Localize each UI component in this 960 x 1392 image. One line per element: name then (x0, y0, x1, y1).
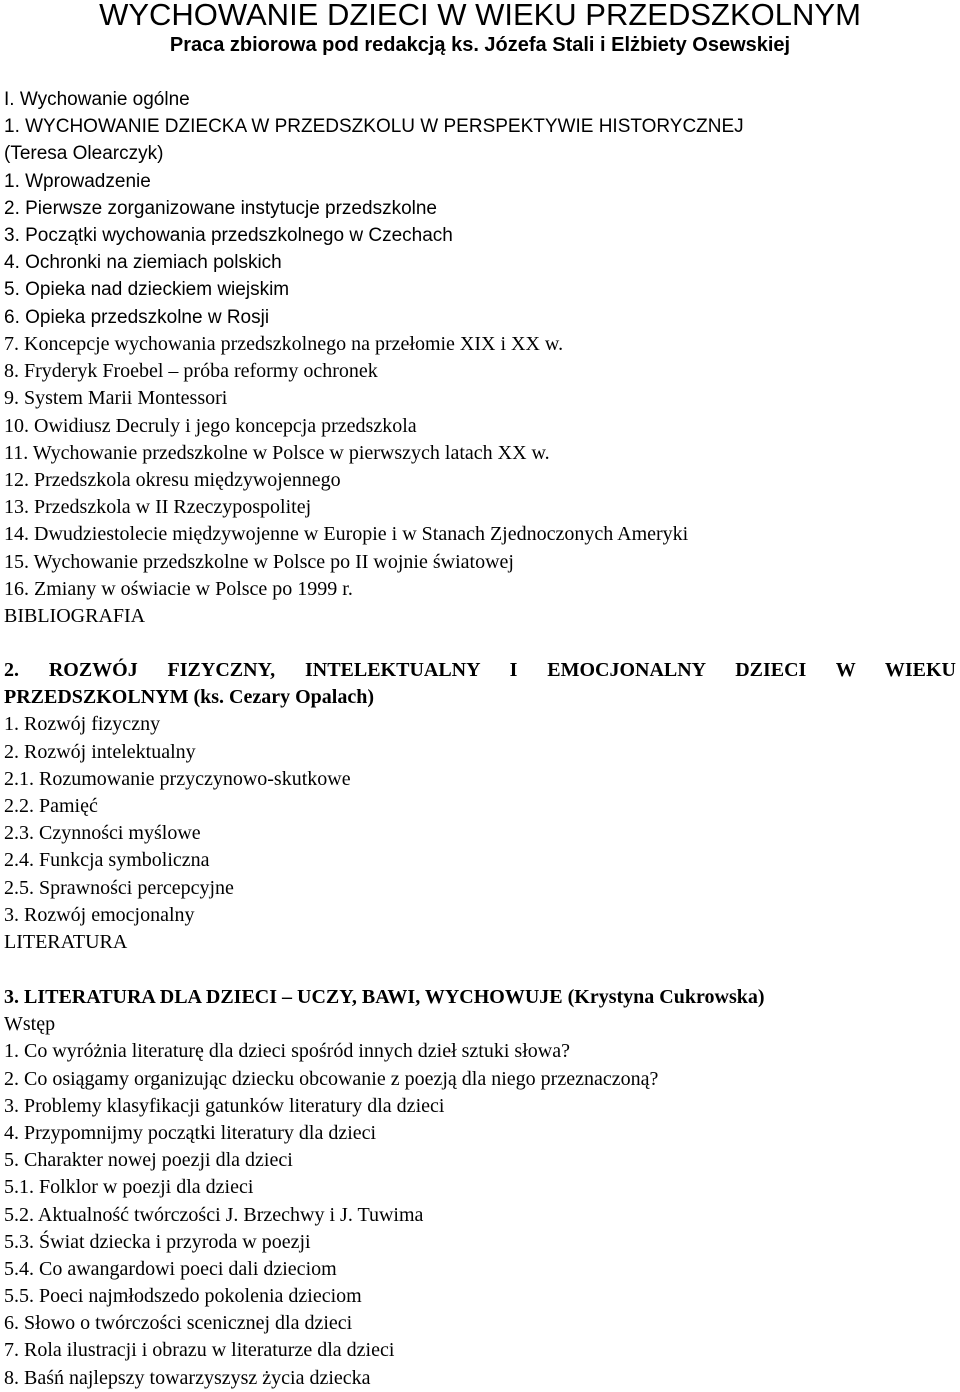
list-item: 11. Wychowanie przedszkolne w Polsce w pierwszych latach XX w. (4, 441, 550, 464)
list-item: 1. Wprowadzenie (4, 170, 151, 192)
list-item: 5. Charakter nowej poezji dla dzieci (4, 1149, 293, 1172)
list-item: 2.2. Pamięć (4, 794, 98, 817)
list-item: Wstęp (4, 1013, 56, 1036)
list-item: 2.1. Rozumowanie przyczynowo-skutkowe (4, 767, 351, 790)
literature-label: LITERATURA (4, 930, 128, 953)
chapter-3-section (4, 984, 956, 1392)
list-item: 2.5. Sprawności percepcyjne (4, 876, 234, 899)
list-item: 7. Rola ilustracji i obrazu w literaturze dla dzieci (4, 1339, 395, 1362)
list-item: 4. Przypomnijmy początki literatury dla dzieci (4, 1121, 377, 1144)
list-item: 1. Rozwój fizyczny (4, 713, 161, 736)
chapter-3-title: 3. LITERATURA DLA DZIECI – UCZY, BAWI, WYCHOWUJE (Krystyna Cukrowska) (4, 986, 765, 1008)
list-item: 2. Co osiągamy organizując dziecku obcowanie z poezją dla niego przeznaczoną? (4, 1067, 659, 1090)
list-item: 2.4. Funkcja symboliczna (4, 849, 210, 872)
list-item: 6. Opieka przedszkolne w Rosji (4, 306, 270, 328)
chapter-2-section (4, 657, 956, 956)
list-item: 3. Problemy klasyfikacji gatunków literatury dla dzieci (4, 1094, 445, 1117)
list-item: 5.2. Aktualność twórczości J. Brzechwy i J. Tuwima (4, 1203, 424, 1226)
chapter-2-title: 2. ROZWÓJ FIZYCZNY, INTELEKTUALNY I EMOCJONALNY DZIECI W WIEKU (4, 659, 956, 681)
list-item: 3. Rozwój emocjonalny (4, 903, 195, 926)
list-item: 4. Ochronki na ziemiach polskich (4, 252, 282, 274)
list-item: 9. System Marii Montessori (4, 387, 228, 410)
chapter-2-author: PRZEDSZKOLNYM (ks. Cezary Opalach) (4, 686, 374, 709)
bibliography-label: BIBLIOGRAFIA (4, 604, 146, 627)
list-item: 16. Zmiany w oświacie w Polsce po 1999 r. (4, 577, 353, 600)
list-item: 14. Dwudziestolecie międzywojenne w Europie i w Stanach Zjednoczonych Ameryki (4, 523, 689, 546)
list-item: 3. Początki wychowania przedszkolnego w Czechach (4, 224, 453, 246)
list-item: 12. Przedszkola okresu międzywojennego (4, 468, 341, 491)
list-item: 15. Wychowanie przedszkolne w Polsce po II wojnie światowej (4, 550, 514, 573)
list-item: 8. Fryderyk Froebel – próba reformy ochronek (4, 360, 378, 383)
list-item: 5. Opieka nad dzieckiem wiejskim (4, 279, 290, 301)
list-item: 13. Przedszkola w II Rzeczypospolitej (4, 496, 312, 519)
list-item: 5.4. Co awangardowi poeci dali dzieciom (4, 1257, 337, 1280)
list-item: 7. Koncepcje wychowania przedszkolnego na przełomie XIX i XX w. (4, 333, 564, 355)
list-item: 2. Rozwój intelektualny (4, 740, 196, 763)
list-item: 10. Owidiusz Decruly i jego koncepcja przedszkola (4, 414, 417, 437)
list-item: 5.3. Świat dziecka i przyroda w poezji (4, 1230, 311, 1253)
document-subtitle: Praca zbiorowa pod redakcją ks. Józefa Stali i Elżbiety Osewskiej (169, 34, 791, 56)
part-heading: I. Wychowanie ogólne (4, 89, 190, 110)
list-item: 6. Słowo o twórczości scenicznej dla dzieci (4, 1312, 353, 1335)
list-item: 2.3. Czynności myślowe (4, 822, 201, 845)
document-title: WYCHOWANIE DZIECI W WIEKU PRZEDSZKOLNYM (99, 0, 861, 32)
list-item: 8. Baśń najlepszy towarzyszysz życia dziecka (4, 1366, 371, 1389)
chapter-1-items-serif (4, 331, 956, 630)
chapter-1-author: (Teresa Olearczyk) (4, 143, 164, 165)
list-item: 5.1. Folklor w poezji dla dzieci (4, 1176, 254, 1199)
list-item: 2. Pierwsze zorganizowane instytucje przedszkolne (4, 197, 437, 219)
list-item: 1. Co wyróżnia literaturę dla dzieci spośród innych dzieł sztuki słowa? (4, 1040, 570, 1063)
list-item: 5.5. Poeci najmłodszedo pokolenia dzieciom (4, 1285, 362, 1308)
chapter-1-section (4, 86, 956, 331)
chapter-1-title: 1. WYCHOWANIE DZIECKA W PRZEDSZKOLU W PERSPEKTYWIE HISTORYCZNEJ (4, 116, 744, 138)
